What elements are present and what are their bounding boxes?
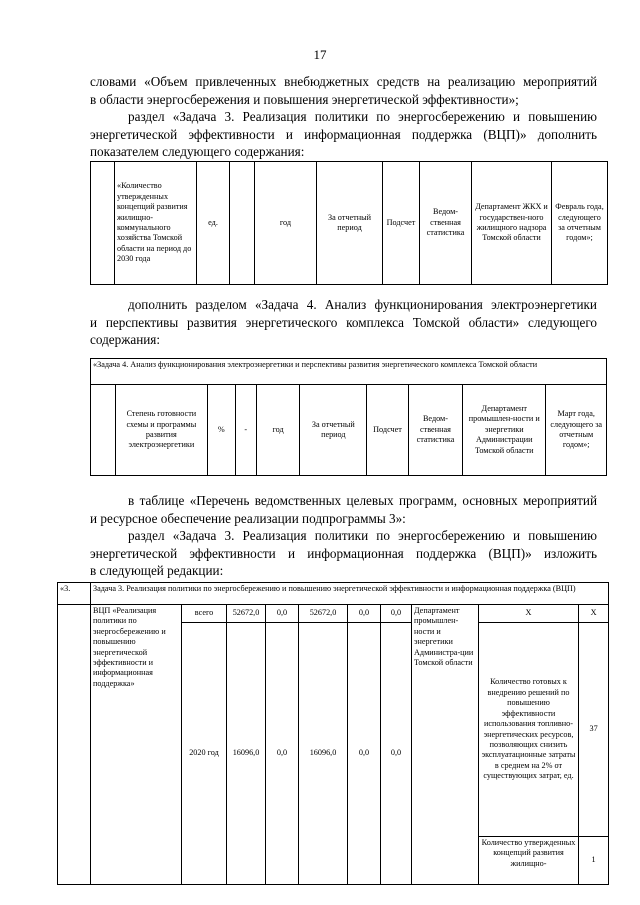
row-number: «3. [58,583,91,605]
indicator-2: Количество утвержденных концепций развития жилищно- [479,837,579,885]
paragraph-table-reference [90,492,597,527]
year-value: 16096,0 [227,623,266,885]
text-line: дополнить разделом «Задача 4. Анализ функционирования электроэнергетики [128,297,597,312]
paragraph-words-replacement [90,73,597,108]
year-other: 0,0 [381,623,412,885]
empty-cell [58,605,91,885]
responsible-body: Департамент промышлен-ности и энергетики Администрации Томской области [463,385,546,476]
text-line: в следующей редакции: [90,563,224,578]
text-line: и перспективы развития энергетического комплекса Томской области» следующего [90,314,597,330]
unit: ед. [197,162,230,285]
total-value: 52672,0 [227,605,266,623]
text-line: словами «Объем привлеченных внебюджетных средств на реализацию мероприятий [90,74,597,89]
text-line: в таблице «Перечень ведомственных целевых программ, основных мероприятий [128,493,597,508]
paragraph-section-3-addition [90,108,597,161]
periodicity: год [255,162,317,285]
time-basis: За отчетный период [300,385,367,476]
total-other: 0,0 [381,605,412,623]
time-basis: За отчетный период [317,162,383,285]
x-mark: Х [479,605,579,623]
text-line: раздел «Задача 3. Реализация политики по энергосбережению и повышению [128,528,597,543]
resource-table [57,582,609,885]
year-federal: 0,0 [266,623,299,885]
deadline: Март года, следующего за отчетным годом»; [546,385,607,476]
total-label: всего [182,605,227,623]
indicator-name: Степень готовности схемы и программы развития электроэнергетики [116,385,208,476]
calculation-method: Подсчет [383,162,420,285]
unit: % [207,385,235,476]
text-line: раздел «Задача 3. Реализация политики по энергосбережению и повышению [128,109,597,124]
indicator-2-value: 1 [579,837,609,885]
paragraph-section-4-addition [90,296,597,349]
total-local: 0,0 [348,605,381,623]
page-number: 17 [313,47,327,62]
paragraph-section-3-replacement [90,527,597,580]
indicator-1: Количество готовых к внедрению решений по повышению эффективности использования топливно-энергетических ресурсов, позволяющих снизить эксплуатационные затраты в среднем на 2% от существующих затрат, ед. [479,623,579,837]
data-source: Ведом-ственная статистика [420,162,472,285]
text-line: в области энергосбережения и повышения энергетической эффективности»; [90,91,519,107]
year-regional: 16096,0 [299,623,348,885]
task-3-header: Задача 3. Реализация политики по энергосбережению и повышению энергетической эффективности и информационная поддержка (ВЦП) [91,583,609,605]
text-line: энергетической эффективности и информационная поддержка (ВЦП)» дополнить [90,126,597,142]
task-4-header: «Задача 4. Анализ функционирования электроэнергетики и перспективы развития энергетического комплекса Томской области [91,359,607,385]
empty-cell [91,162,115,285]
indicator-table-2 [90,358,607,476]
text-line: показателем следующего содержания: [90,144,305,159]
dash-cell: - [235,385,256,476]
total-federal: 0,0 [266,605,299,623]
deadline: Февраль года, следующего за отчетным годом»; [552,162,608,285]
data-source: Ведом-ственная статистика [408,385,462,476]
year-local: 0,0 [348,623,381,885]
calculation-method: Подсчет [367,385,409,476]
indicator-table-1 [90,161,608,285]
indicator-name: «Количество утвержденных концепций развития жилищно-коммунального хозяйства Томской области на период до 2030 года [115,162,197,285]
periodicity: год [256,385,300,476]
text-line: и ресурсное обеспечение реализации подпрограммы 3»: [90,510,406,526]
program-name: ВЦП «Реализация политики по энергосбережению и повышению энергетической эффективности и информационная поддержка» [91,605,182,885]
empty-cell [91,385,116,476]
text-line: энергетической эффективности и информационная поддержка (ВЦП)» изложить [90,545,597,561]
text-line: содержания: [90,332,161,347]
year-label: 2020 год [182,623,227,885]
x-mark: Х [579,605,609,623]
responsible-body: Департамент ЖКХ и государствен-ного жилищного надзора Томской области [472,162,552,285]
total-regional: 52672,0 [299,605,348,623]
indicator-1-value: 37 [579,623,609,837]
responsible-body: Департамент промышлен-ности и энергетики Администра-ции Томской области [412,605,479,885]
empty-cell [230,162,255,285]
